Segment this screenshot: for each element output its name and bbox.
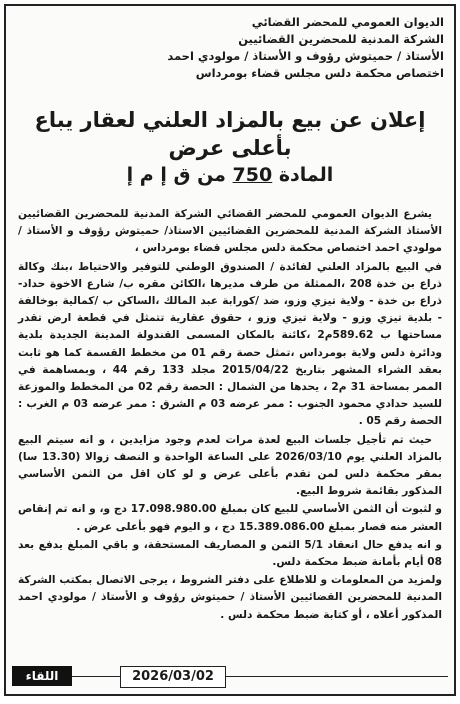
paragraph-auction-date: حيث تم تأجيل جلسات البيع لعدة مرات لعدم وجود مزايدين ، و انه سيتم البيع بالمزاد العلني يوم 2026/03/10 على الساعة الواحدة و النصف زوالا (13.30 سا) بمقر محكمة دلس لمن تقدم بأعلى عرض و لو كان اقل من الثمن الأساسي المذكور بقائمة شروط البيع. (18, 433, 442, 498)
header-company: الشركة المدنية للمحضرين القضائيين (238, 32, 444, 46)
title-article-prefix: المادة (272, 164, 334, 186)
header-bailiffs: الأستاذ / حميتوش رؤوف و الأستاذ / مولودي احمد (167, 49, 444, 63)
paragraph-payment: و انه يدفع حال انعقاد 5/1 الثمن و المصاريف المستحقة، و باقي المبلغ يدفع بعد 08 أيام بأمانة ضبط محكمة دلس. (18, 538, 442, 569)
paragraph-contact: ولمزيد من المعلومات و للاطلاع على دفتر الشروط ، يرجى الاتصال بمكتب الشركة المدنية للمحضرين القضائيين الأستاذ / حميتوش رؤوف و الأستاذ / مولودي احمد المذكور أعلاه ، أو كتابة ضبط محكمة دلس . (18, 574, 442, 621)
paragraph-intro: يشرع الديوان العمومي للمحضر القضائي الشركة المدنية للمحضرين القضائيين الأستاذ الشركة المدنية للمحضرين القضائيين الاستاذ/ حميتوش رؤوف و الأستاذ /مولودي احمد اختصاص محكمة دلس مجلس قضاء بومرداس ، (18, 208, 442, 255)
title-article-suffix: من ق إ م إ (126, 164, 233, 186)
notice-page (4, 4, 456, 696)
header (126, 14, 444, 82)
title-article-number: 750 (232, 164, 273, 186)
newspaper-brand: اللقاء (12, 666, 72, 686)
title-block (6, 106, 454, 188)
paragraph-property: في البيع بالمزاد العلني لفائدة / الصندوق الوطني للتوفير والاحتياط ،بنك وكالة ذراع بن خدة 208 ،الممثلة من طرف مديرها ،الكائن مقره ب/ شارع الاخوة حداد- ذراع بن خدة - ولاية تيزي وزو، ضد /كورابة عبد المالك ،الساكن ب /كمالية بوخالفة - بلدية تيزي وزو - ولاية تيزي وزو ، حقوق عقارية تتمثل في قطعة ارض تقدر مساحتها ب 589.62م2 ،كائنة بالمكان المسمى القندولة المدينة الجديدة بلدية ودائرة دلس ولاية بومرداس ،تمثل حصة رقم 01 من مخطط القسمة كما هو ثابت بعقد الشراء المشهر بتاريخ 2015/04/22 مجلد 133 رقم 44 ، وبمساهمة في الممر بمساحة 31 م2 ، يحدها من الشمال : الحصة رقم 02 من المخطط والموزعة للسيد حدادي محمود الجنوب : ممر عرضه 03 م الشرق : ممر عرضه 03 م الغرب : الحصة رقم 05 . (18, 260, 443, 428)
notice-body (18, 206, 442, 625)
title-line-3 (6, 162, 454, 188)
footer-rule (12, 676, 448, 677)
paragraph-price: و لثبوت أن الثمن الأساسي للبيع كان بمبلغ 17.098.980.00 دج و، و انه تم إنقاص العشر منه فصار بمبلغ 15.389.086.00 دج ، و اليوم فهو بأعلى عرض . (18, 503, 442, 533)
publication-date: 2026/03/02 (120, 666, 226, 688)
title-line-2: بأعلى عرض (168, 136, 292, 160)
header-office: الديوان العمومي للمحضر القضائي (251, 15, 444, 29)
title-line-1: إعلان عن بيع بالمزاد العلني لعقار يباع (34, 108, 426, 132)
header-jurisdiction: اختصاص محكمة دلس مجلس قضاء بومرداس (195, 66, 444, 80)
footer (12, 666, 448, 688)
